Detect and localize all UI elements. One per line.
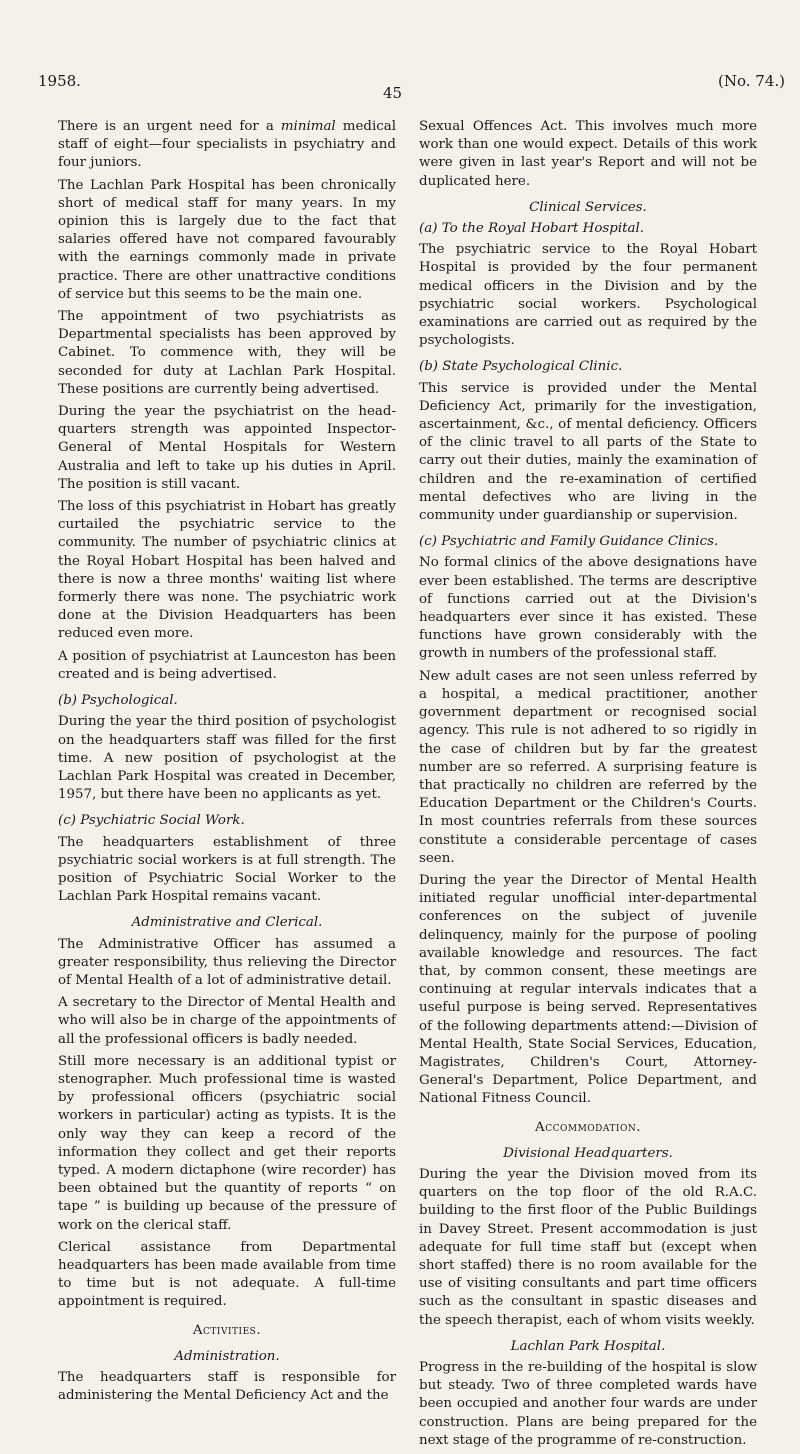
paragraph: The Administrative Officer has assumed a greater responsibility, thus relieving the Director of Mental Health of a lot of administrative detail. xyxy=(58,936,396,988)
subheading-psychological: (b) Psychological. xyxy=(58,693,178,709)
emphasis-text: minimal xyxy=(280,119,336,134)
text-run: medical staff of eight—four specialists in psychiatry and four juniors. xyxy=(58,119,397,171)
paragraph: Progress in the re-building of the hospital is slow but steady. Two of three completed wards have been occupied and another four wards are under construction. Plans are being prepared for the next stage of the programme of re-construction. xyxy=(419,1360,757,1448)
paragraph: The headquarters establishment of three psychiatric social workers is at full strength. The position of Psychiatric Social Worker to the Lachlan Park Hospital remains vacant. xyxy=(58,834,396,905)
paragraph: The appointment of two psychiatrists as Departmental specialists has been approved by Cabinet. To commence with, they will be seconded for duty at Lachlan Park Hospital. These positions are currently being advertised. xyxy=(58,309,396,397)
paragraph: A secretary to the Director of Mental Health and who will also be in charge of the appointments of all the professional officers is badly needed. xyxy=(58,995,396,1047)
paragraph: Sexual Offences Act. This involves much more work than one would expect. Details of this work were given in last year's Report and will not be duplicated here. xyxy=(419,119,757,189)
report-number: (No. 74.) xyxy=(718,72,785,90)
paragraph xyxy=(58,118,396,173)
subheading-state-psychological-clinic: (b) State Psychological Clinic. xyxy=(419,359,623,375)
paragraph: Clerical assistance from Departmental headquarters has been made available from time to time but is not adequate. A full-time appointment is required. xyxy=(58,1239,396,1310)
subheading-administration: Administration. xyxy=(174,1348,280,1364)
subheading-lachlan-park: Lachlan Park Hospital. xyxy=(510,1338,666,1354)
paragraph: The loss of this psychiatrist in Hobart has greatly curtailed the psychiatric service to the community. The number of psychiatric clinics at the Royal Hobart Hospital has been halved and there is now a three months' waiting list where formerly there was none. The psychiatric work done at the Division Headquarters has been reduced even more. xyxy=(58,499,396,642)
text-run: There is an urgent need for a xyxy=(58,119,281,134)
paragraph: Still more necessary is an additional typist or stenographer. Much professional time is wasted by professional officers (psychiatric social workers in particular) acting as typists. It is the only way they can keep a record of the information they collect and get their reports typed. A modern dictaphone (wire recorder) has been obtained but the quantity of reports “ on tape ” is building up because of the pressure of work on the clerical staff. xyxy=(58,1053,396,1233)
paragraph: During the year the Division moved from its quarters on the top floor of the old R.A.C. building to the first floor of the Public Buildings in Davey Street. Present accommodation is just adequate for full time staff but (except when short staffed) there is no room available for the use of visiting consultants and part time officers such as the consultant in spastic diseases and the speech therapist, each of whom visits weekly. xyxy=(419,1166,757,1328)
paragraph: During the year the Director of Mental Health initiated regular unofficial inter-departmental conferences on the subject of juvenile delinquency, mainly for the purpose of pooling available knowledge and resources. The fact that, by common consent, these meetings are continuing at regular intervals indicates that a useful purpose is being served. Representatives of the following departments attend:—Division of Mental Health, State Social Services, Education, Magistrates, Children's Court, Attorney-General's Department, Police Department, and National Fitness Council. xyxy=(419,872,757,1107)
header-year: 1958. xyxy=(38,72,81,90)
paragraph: The psychiatric service to the Royal Hobart Hospital is provided by the four permanent medical officers in the Division and by the psychiatric social workers. Psychological examinations are carried out as required by the psychologists. xyxy=(419,242,757,349)
paragraph: The headquarters staff is responsible for administering the Mental Deficiency Act and the xyxy=(58,1370,396,1404)
subheading-divisional-headquarters: Divisional Headquarters. xyxy=(503,1145,673,1161)
right-column xyxy=(419,118,757,1454)
subheading-royal-hobart: (a) To the Royal Hobart Hospital. xyxy=(419,221,645,237)
subheading-guidance-clinics: (c) Psychiatric and Family Guidance Clinics. xyxy=(419,534,719,550)
paragraph: The Lachlan Park Hospital has been chronically short of medical staff for many years. In my opinion this is largely due to the fact that salaries offered have not compared favourably with the earnings commonly made in private practice. There are other unattractive conditions of service but this seems to be the main one. xyxy=(58,177,396,302)
paragraph: During the year the psychiatrist on the head-quarters strength was appointed Inspector-General of Mental Hospitals for Western Australia and left to take up his duties in April. The position is still vacant. xyxy=(58,404,396,492)
paragraph: This service is provided under the Mental Deficiency Act, primarily for the investigation, ascertainment, &c., of mental deficiency. Officers of the clinic travel to all parts of the State to carry out their duties, mainly the examination of children and the re-examination of certified mental defectives who are living in the community under guardianship or supervision. xyxy=(419,380,757,524)
section-heading-accommodation: Accommodation. xyxy=(535,1119,641,1135)
paragraph: A position of psychiatrist at Launceston has been created and is being advertised. xyxy=(58,648,396,682)
subheading-psychiatric-social-work: (c) Psychiatric Social Work. xyxy=(58,813,245,829)
subheading-clinical-services: Clinical Services. xyxy=(529,199,647,215)
paragraph: No formal clinics of the above designations have ever been established. The terms are descriptive of functions carried out at the Division's headquarters ever since it has existed. These functions have grown considerably with the growth in numbers of the professional staff. xyxy=(419,555,757,662)
subheading-administrative-clerical: Administrative and Clerical. xyxy=(131,915,323,931)
paragraph: New adult cases are not seen unless referred by a hospital, a medical practitioner, another government department or recognised social agency. This rule is not adhered to so rigidly in the case of children but by far the greatest number are so referred. A surprising feature is that practically no children are referred by the Education Department or the Children's Courts. In most countries referrals from these sources constitute a considerable percentage of cases seen. xyxy=(419,668,757,866)
section-heading-activities: Activities. xyxy=(192,1322,262,1338)
page-number: 45 xyxy=(383,84,403,102)
paragraph: During the year the third position of psychologist on the headquarters staff was filled for the first time. A new position of psychologist at the Lachlan Park Hospital was created in December, 1957, but there have been no applicants as yet. xyxy=(58,714,396,803)
left-column xyxy=(58,118,396,1409)
